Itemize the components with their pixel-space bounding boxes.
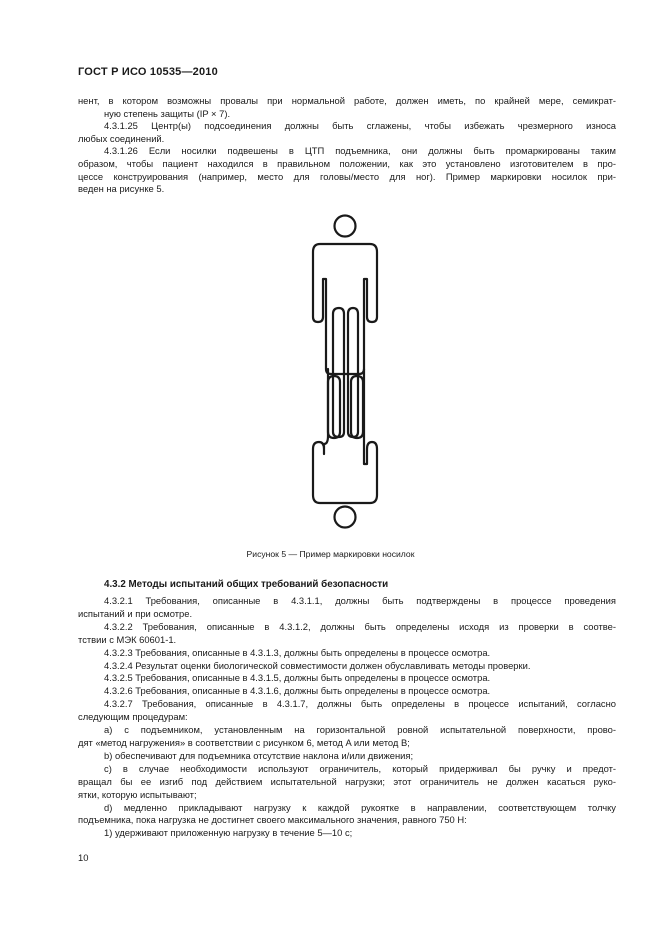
text-line: d) медленно прикладывают нагрузку к каждой рукоятке в направлении, соответствующем толчку [104, 801, 616, 813]
text-line: следующим процедурам: [78, 711, 188, 723]
page-number: 10 [78, 852, 89, 863]
head-top-icon [335, 216, 356, 237]
text-line: подъемника, пока нагрузка не достигнет своего максимального значения, равного 750 Н: [78, 814, 467, 826]
text-line: любых соединений. [78, 132, 165, 144]
text-line: 1) удерживают приложенную нагрузку в течение 5—10 с; [104, 827, 353, 839]
upper-leg-left-icon [333, 308, 344, 437]
text-line: 4.3.2.7 Требования, описанные в 4.3.1.7, должны быть определены в процессе испытаний, согласно [104, 698, 616, 710]
text-line: 4.3.2.6 Требования, описанные в 4.3.1.6, должны быть определены в процессе осмотра. [104, 685, 491, 697]
document-header: ГОСТ Р ИСО 10535—2010 [78, 66, 218, 78]
text-line: веден на рисунке 5. [78, 183, 165, 195]
text-line: образом, чтобы пациент находился в правильном положении, как это установлено изготовителем в про- [78, 157, 616, 169]
text-line: 4.3.2.4 Результат оценки биологической совместимости должен обуславливать методы проверки. [104, 659, 531, 671]
text-line: нент, в котором возможны провалы при нормальной работе, должен иметь, по крайней мере, семикрат- [78, 95, 616, 106]
text-line: 4.3.1.25 Центр(ы) подсоединения должны быть сглажены, чтобы избежать чрезмерного износа [104, 120, 616, 132]
text-line: испытаний и при осмотре. [78, 607, 193, 619]
text-line: 4.3.2.2 Требования, описанные в 4.3.1.2, должны быть определены исходя из проверки в соотве- [104, 620, 616, 632]
figure-caption: Рисунок 5 — Пример маркировки носилок [246, 549, 415, 559]
text-line: b) обеспечивают для подъемника отсутствие наклона и/или движения; [104, 749, 414, 761]
body-text [78, 595, 616, 840]
text-line: тствии с МЭК 60601-1. [78, 633, 177, 645]
text-line: 4.3.2.5 Требования, описанные в 4.3.1.5, должны быть определены в процессе осмотра. [104, 672, 491, 684]
text-line: 4.3.2.3 Требования, описанные в 4.3.1.3, должны быть определены в процессе осмотра. [104, 646, 491, 658]
text-line: ятки, которую испытывают; [78, 788, 197, 800]
text-line: вращал бы ее изгиб под действием испытательной нагрузки; этот ограничитель не должен касаться руко- [78, 775, 616, 787]
text-line: c) в случае необходимости используют ограничитель, который придерживал бы ручку и предот- [104, 762, 616, 774]
text-line: ную степень защиты (IP × 7). [104, 107, 231, 119]
section-heading: 4.3.2 Методы испытаний общих требований безопасности [104, 579, 389, 590]
text-line: дят «метод нагружения» в соответствии с рисунком 6, метод A или метод B; [78, 736, 410, 748]
text-line: 4.3.1.26 Если носилки подвешены в ЦТП подъемника, они должны быть промаркированы таким [104, 145, 616, 157]
upper-leg-right-icon [348, 308, 358, 437]
text-line: 4.3.2.1 Требования, описанные в 4.3.1.1, должны быть подтверждены в процессе проведения [104, 595, 616, 606]
intro-text [78, 95, 616, 196]
head-bottom-icon [335, 507, 356, 528]
text-line: a) с подъемником, установленным на горизонтальной ровной испытательной поверхности, прово- [104, 724, 616, 736]
text-line: цессе конструирования (например, место для головы/место для ног). Пример маркировки носилок при- [78, 170, 616, 182]
stretcher-marking-figure [258, 204, 428, 534]
